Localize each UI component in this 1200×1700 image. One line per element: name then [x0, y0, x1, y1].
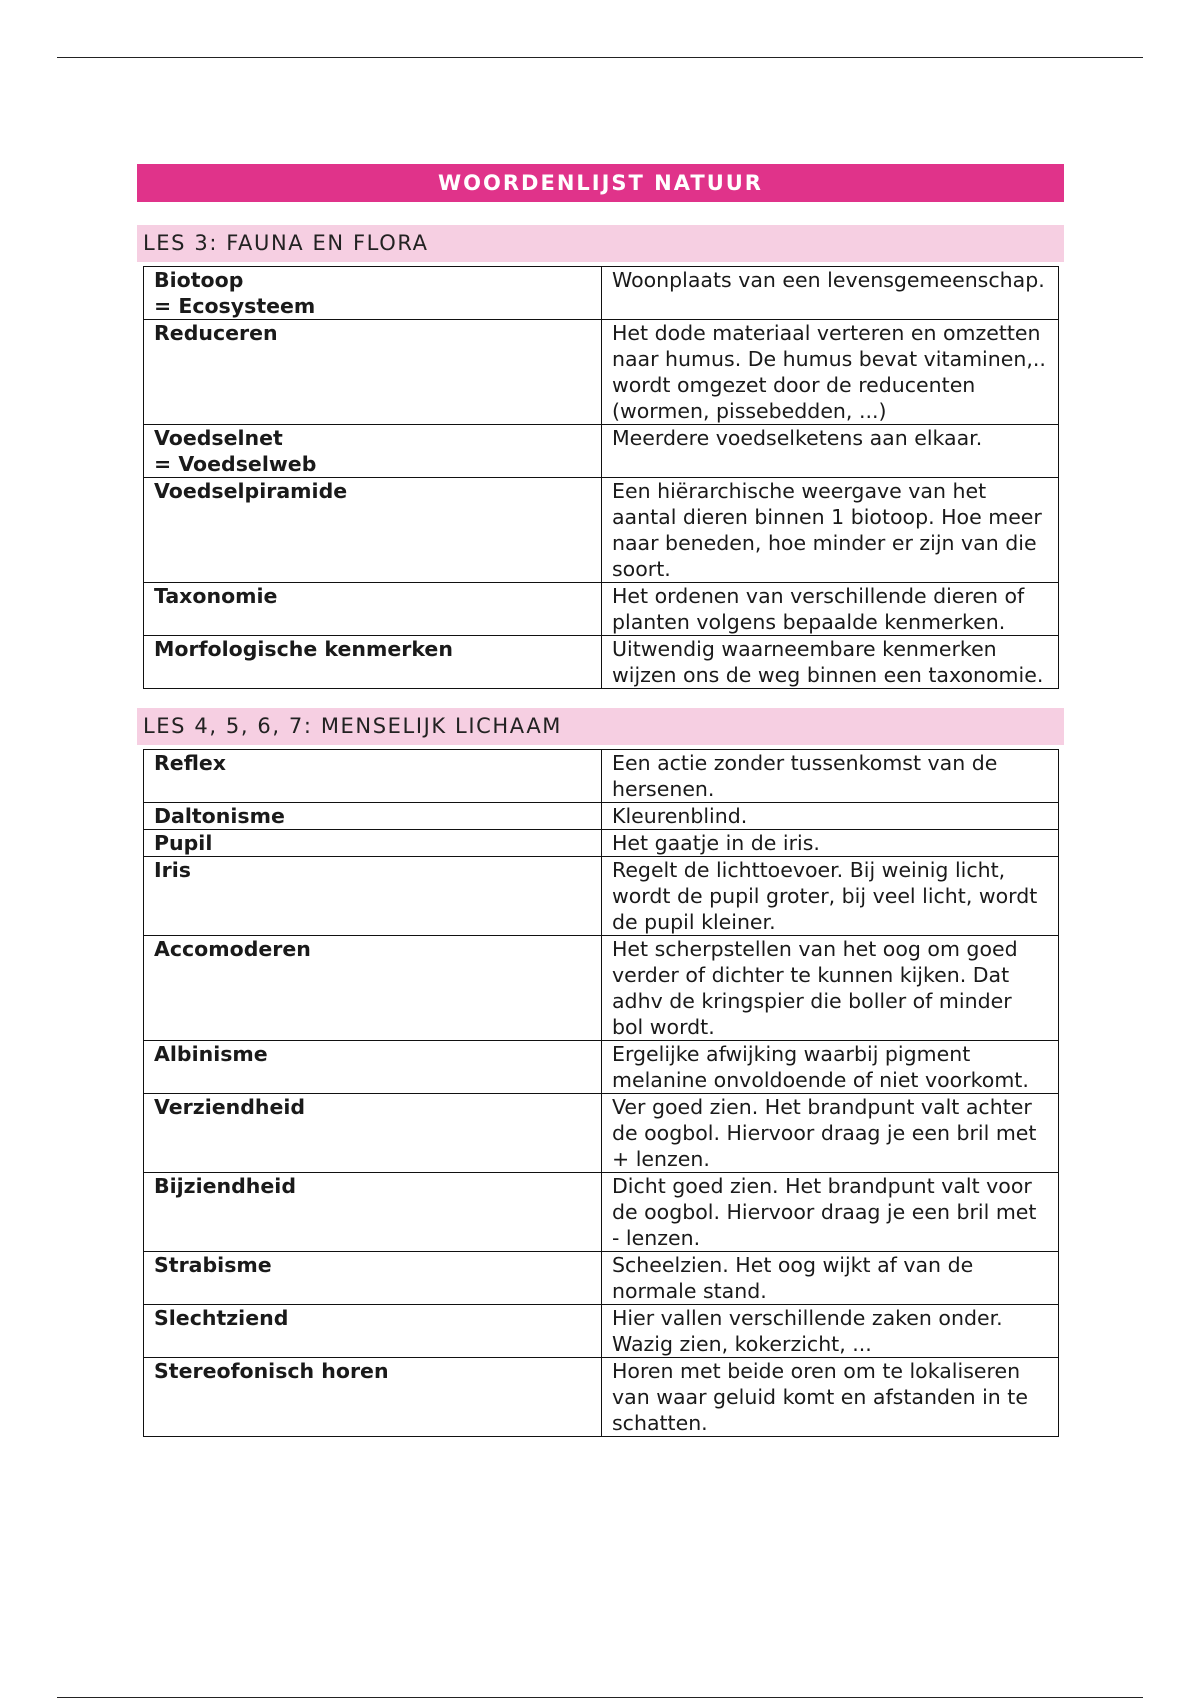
term-cell: Taxonomie	[144, 583, 602, 636]
table-row	[144, 267, 1059, 320]
table-row	[144, 936, 1059, 1041]
definition-cell: Het dode materiaal verteren en omzetten naar humus. De humus bevat vitaminen,.. wordt omgezet door de reducenten (wormen, pissebedden, ...)	[602, 320, 1059, 425]
definition-cell: Ergelijke afwijking waarbij pigment melanine onvoldoende of niet voorkomt.	[602, 1041, 1059, 1094]
term-cell: Stereofonisch horen	[144, 1358, 602, 1437]
definition-cell: Ver goed zien. Het brandpunt valt achter de oogbol. Hiervoor draag je een bril met + lenzen.	[602, 1094, 1059, 1173]
table-row	[144, 1305, 1059, 1358]
glossary-table-les-4-7	[143, 749, 1059, 1437]
table-row	[144, 803, 1059, 830]
bottom-rule	[57, 1697, 1143, 1698]
table-row	[144, 750, 1059, 803]
term-cell: Iris	[144, 857, 602, 936]
definition-cell: Woonplaats van een levensgemeenschap.	[602, 267, 1059, 320]
table-row	[144, 1252, 1059, 1305]
definition-cell: Een actie zonder tussenkomst van de hersenen.	[602, 750, 1059, 803]
term-cell: Voedselnet = Voedselweb	[144, 425, 602, 478]
term-cell: Biotoop = Ecosysteem	[144, 267, 602, 320]
document-title: WOORDENLIJST NATUUR	[137, 164, 1064, 202]
definition-cell: Dicht goed zien. Het brandpunt valt voor de oogbol. Hiervoor draag je een bril met - lenzen.	[602, 1173, 1059, 1252]
term-cell: Albinisme	[144, 1041, 602, 1094]
definition-cell: Meerdere voedselketens aan elkaar.	[602, 425, 1059, 478]
table-row	[144, 1094, 1059, 1173]
definition-cell: Regelt de lichttoevoer. Bij weinig licht, wordt de pupil groter, bij veel licht, wordt de pupil kleiner.	[602, 857, 1059, 936]
definition-cell: Horen met beide oren om te lokaliseren van waar geluid komt en afstanden in te schatten.	[602, 1358, 1059, 1437]
table-row	[144, 1041, 1059, 1094]
table-row	[144, 320, 1059, 425]
definition-cell: Kleurenblind.	[602, 803, 1059, 830]
term-cell: Slechtziend	[144, 1305, 602, 1358]
table-row	[144, 478, 1059, 583]
term-cell: Daltonisme	[144, 803, 602, 830]
term-cell: Bijziendheid	[144, 1173, 602, 1252]
term-cell: Reduceren	[144, 320, 602, 425]
table-row	[144, 583, 1059, 636]
term-cell: Voedselpiramide	[144, 478, 602, 583]
table-row	[144, 857, 1059, 936]
definition-cell: Scheelzien. Het oog wijkt af van de normale stand.	[602, 1252, 1059, 1305]
top-rule	[57, 57, 1143, 58]
definition-cell: Uitwendig waarneembare kenmerken wijzen ons de weg binnen een taxonomie.	[602, 636, 1059, 689]
section-heading-les-4-7: LES 4, 5, 6, 7: MENSELIJK LICHAAM	[137, 708, 1064, 745]
term-cell: Strabisme	[144, 1252, 602, 1305]
section-heading-les-3: LES 3: FAUNA EN FLORA	[137, 225, 1064, 262]
definition-cell: Een hiërarchische weergave van het aantal dieren binnen 1 biotoop. Hoe meer naar beneden, hoe minder er zijn van die soort.	[602, 478, 1059, 583]
table-row	[144, 636, 1059, 689]
table-row	[144, 425, 1059, 478]
table-row	[144, 1173, 1059, 1252]
glossary-table-les-3	[143, 266, 1059, 689]
definition-cell: Het gaatje in de iris.	[602, 830, 1059, 857]
definition-cell: Hier vallen verschillende zaken onder. Wazig zien, kokerzicht, ...	[602, 1305, 1059, 1358]
definition-cell: Het ordenen van verschillende dieren of planten volgens bepaalde kenmerken.	[602, 583, 1059, 636]
term-cell: Reflex	[144, 750, 602, 803]
term-cell: Accomoderen	[144, 936, 602, 1041]
term-cell: Pupil	[144, 830, 602, 857]
table-row	[144, 1358, 1059, 1437]
table-row	[144, 830, 1059, 857]
term-cell: Morfologische kenmerken	[144, 636, 602, 689]
document-body	[137, 164, 1064, 1437]
term-cell: Verziendheid	[144, 1094, 602, 1173]
definition-cell: Het scherpstellen van het oog om goed verder of dichter te kunnen kijken. Dat adhv de kringspier die boller of minder bol wordt.	[602, 936, 1059, 1041]
